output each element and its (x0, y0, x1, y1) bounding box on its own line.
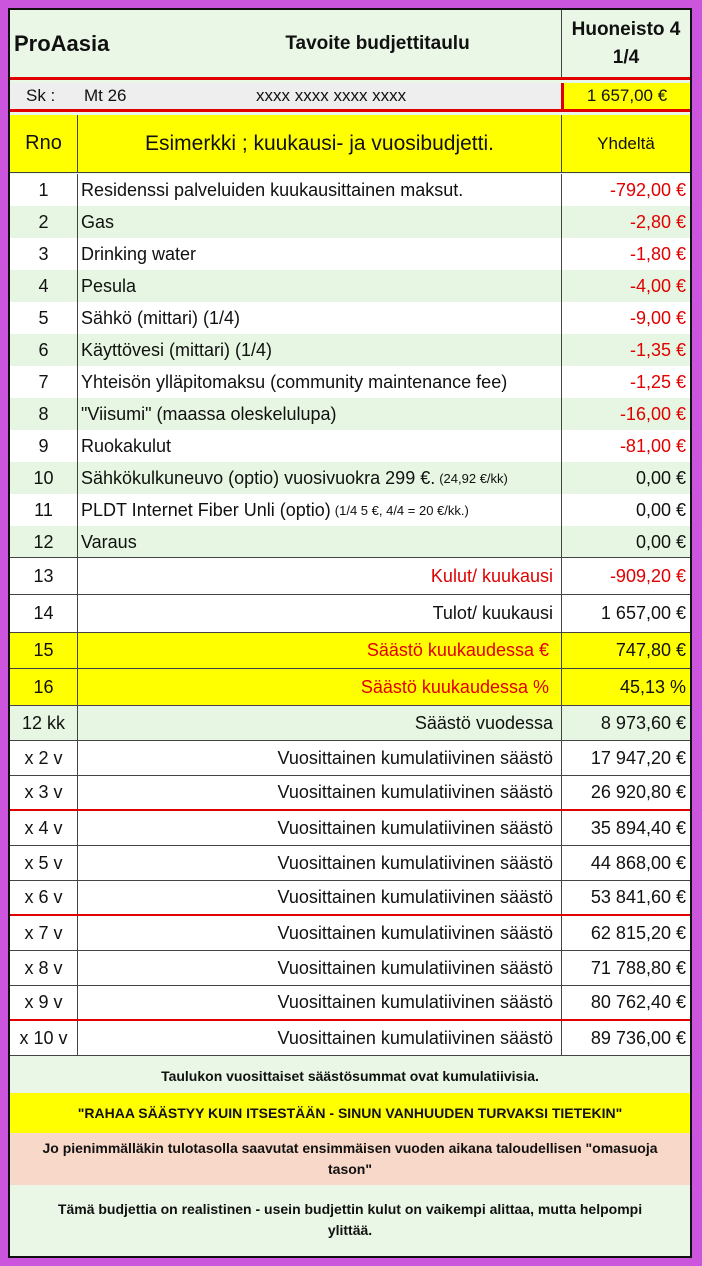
yearly-row (10, 916, 690, 951)
yearly-row (10, 951, 690, 986)
expense-description (77, 174, 561, 206)
yearly-row (10, 776, 690, 811)
expense-amount: -1,25 € (561, 366, 690, 398)
expense-amount: 0,00 € (561, 526, 690, 558)
account-row (10, 83, 690, 112)
costs-amount: -909,20 € (561, 558, 690, 594)
column-header-rno: Rno (25, 132, 62, 154)
row-number: 16 (33, 676, 54, 697)
yearly-label: Säästö vuodessa (77, 706, 561, 740)
expense-row (10, 206, 690, 238)
yearly-amount: 53 841,60 € (561, 881, 690, 914)
account-code: Mt 26 (84, 86, 127, 105)
yearly-period: x 6 v (24, 887, 63, 907)
expense-row (10, 366, 690, 398)
expense-text: Ruokakulut (81, 435, 172, 456)
row-number: 14 (33, 603, 54, 623)
expense-text: Yhteisön ylläpitomaksu (community maintenance fee) (81, 371, 508, 392)
expense-row (10, 238, 690, 270)
yearly-amount: 26 920,80 € (561, 776, 690, 809)
yearly-row (10, 706, 690, 741)
expense-description (77, 302, 561, 334)
row-number: 12 (33, 531, 54, 552)
expense-text: Residenssi palveluiden kuukausittainen maksut. (81, 179, 464, 200)
yearly-label: Vuosittainen kumulatiivinen säästö (77, 811, 561, 845)
row-number: 5 (38, 307, 49, 328)
account-label: Sk : (26, 86, 56, 105)
expense-description (77, 494, 561, 526)
yearly-amount: 89 736,00 € (561, 1021, 690, 1055)
yearly-row (10, 986, 690, 1021)
expense-text: "Viisumi" (maassa oleskelulupa) (81, 403, 337, 424)
expense-description (77, 270, 561, 302)
yearly-row (10, 741, 690, 776)
note-realistic: Tämä budjettia on realistinen - usein budjettin kulut on vaikempi alittaa, mutta helpompi ylittää. (10, 1185, 690, 1255)
expense-row (10, 462, 690, 494)
savings-pct-row (10, 669, 690, 706)
row-number: 7 (38, 371, 49, 392)
unit-line-1: Huoneisto 4 (571, 18, 681, 40)
account-amount: 1 657,00 € (561, 83, 690, 109)
brand-name: ProAasia (14, 30, 110, 56)
yearly-label: Vuosittainen kumulatiivinen säästö (77, 881, 561, 914)
column-header-total: Yhdeltä (561, 115, 690, 172)
yearly-label: Vuosittainen kumulatiivinen säästö (77, 741, 561, 775)
expense-description (77, 398, 561, 430)
income-amount: 1 657,00 € (561, 595, 690, 632)
row-number: 4 (38, 275, 49, 296)
yearly-label: Vuosittainen kumulatiivinen säästö (77, 1021, 561, 1055)
yearly-row (10, 881, 690, 916)
row-number: 9 (38, 435, 49, 456)
expense-description (77, 462, 561, 494)
yearly-label: Vuosittainen kumulatiivinen säästö (77, 951, 561, 985)
yearly-row (10, 811, 690, 846)
expense-note: (24,92 €/kk) (439, 470, 508, 486)
yearly-amount: 17 947,20 € (561, 741, 690, 775)
row-number: 1 (38, 179, 49, 200)
expense-row (10, 430, 690, 462)
yearly-label: Vuosittainen kumulatiivinen säästö (77, 916, 561, 950)
expense-amount: -16,00 € (561, 398, 690, 430)
note-first-year: Jo pienimmälläkin tulotasolla saavutat ensimmäisen vuoden aikana taloudellisen "omasuoja tason" (10, 1133, 690, 1185)
expense-description (77, 206, 561, 238)
yearly-row (10, 846, 690, 881)
yearly-period: x 2 v (24, 747, 63, 768)
account-number: xxxx xxxx xxxx xxxx (256, 86, 407, 105)
row-number: 15 (33, 640, 54, 660)
costs-label: Kulut/ kuukausi (77, 558, 561, 594)
expense-description (77, 526, 561, 558)
yearly-amount: 8 973,60 € (561, 706, 690, 740)
row-number: 2 (38, 211, 49, 232)
expense-amount: -2,80 € (561, 206, 690, 238)
income-row (10, 595, 690, 632)
expense-amount: -1,80 € (561, 238, 690, 270)
row-number: 11 (34, 499, 53, 520)
yearly-amount: 71 788,80 € (561, 951, 690, 985)
savings-pct-label: Säästö kuukaudessa % (77, 669, 561, 705)
expense-note: (1/4 5 €, 4/4 = 20 €/kk.) (334, 502, 469, 518)
column-header-description: Esimerkki ; kuukausi- ja vuosibudjetti. (77, 115, 561, 172)
yearly-period: x 9 v (24, 992, 63, 1012)
yearly-label: Vuosittainen kumulatiivinen säästö (77, 776, 561, 809)
expense-amount: -792,00 € (561, 174, 690, 206)
yearly-period: x 5 v (24, 852, 63, 873)
row-number: 3 (38, 243, 49, 264)
expense-text: Gas (81, 211, 115, 232)
expense-description (77, 366, 561, 398)
yearly-amount: 62 815,20 € (561, 916, 690, 950)
expense-row (10, 174, 690, 206)
row-number: 13 (33, 566, 54, 586)
expense-text: Varaus (81, 531, 137, 552)
savings-eur-label: Säästö kuukaudessa € (77, 633, 561, 668)
sheet-title: Tavoite budjettitaulu (285, 32, 470, 54)
expense-description (77, 238, 561, 270)
expense-description (77, 334, 561, 366)
expense-row (10, 494, 690, 526)
expense-row (10, 526, 690, 558)
expense-text: Sähkökulkuneuvo (optio) vuosivuokra 299 €. (81, 467, 436, 488)
yearly-period: x 8 v (24, 957, 63, 978)
yearly-amount: 80 762,40 € (561, 986, 690, 1019)
expense-text: Käyttövesi (mittari) (1/4) (81, 339, 273, 360)
yearly-period: 12 kk (21, 712, 66, 733)
savings-eur-row (10, 632, 690, 669)
yearly-label: Vuosittainen kumulatiivinen säästö (77, 986, 561, 1019)
expense-text: PLDT Internet Fiber Unli (optio) (81, 499, 331, 520)
row-number: 6 (38, 339, 49, 360)
header-row (10, 10, 690, 80)
savings-eur-amount: 747,80 € (561, 633, 690, 668)
column-header-row (10, 115, 690, 173)
yearly-row (10, 1021, 690, 1056)
yearly-amount: 35 894,40 € (561, 811, 690, 845)
expense-amount: 0,00 € (561, 494, 690, 526)
costs-row (10, 557, 690, 595)
row-number: 8 (38, 403, 49, 424)
unit-line-2: 1/4 (612, 46, 640, 68)
expense-amount: -1,35 € (561, 334, 690, 366)
yearly-period: x 4 v (24, 817, 63, 838)
expense-text: Pesula (81, 275, 137, 296)
note-cumulative: Taulukon vuosittaiset säästösummat ovat kumulatiivisia. (10, 1059, 690, 1093)
expense-row (10, 398, 690, 430)
expense-row (10, 270, 690, 302)
expense-amount: -9,00 € (561, 302, 690, 334)
expense-text: Drinking water (81, 243, 197, 264)
expense-row (10, 302, 690, 334)
savings-pct-amount: 45,13 % (561, 669, 690, 705)
row-number: 10 (33, 467, 54, 488)
expense-amount: 0,00 € (561, 462, 690, 494)
yearly-period: x 7 v (24, 922, 63, 943)
expense-row (10, 334, 690, 366)
expense-amount: -4,00 € (561, 270, 690, 302)
yearly-label: Vuosittainen kumulatiivinen säästö (77, 846, 561, 880)
yearly-period: x 10 v (19, 1027, 68, 1048)
expense-description (77, 430, 561, 462)
expense-text: Sähkö (mittari) (1/4) (81, 307, 241, 328)
yearly-amount: 44 868,00 € (561, 846, 690, 880)
expense-amount: -81,00 € (561, 430, 690, 462)
income-label: Tulot/ kuukausi (77, 595, 561, 632)
unit-label (561, 10, 690, 77)
note-slogan: "RAHAA SÄÄSTYY KUIN ITSESTÄÄN - SINUN VANHUUDEN TURVAKSI TIETEKIN" (10, 1093, 690, 1133)
yearly-period: x 3 v (24, 782, 63, 802)
